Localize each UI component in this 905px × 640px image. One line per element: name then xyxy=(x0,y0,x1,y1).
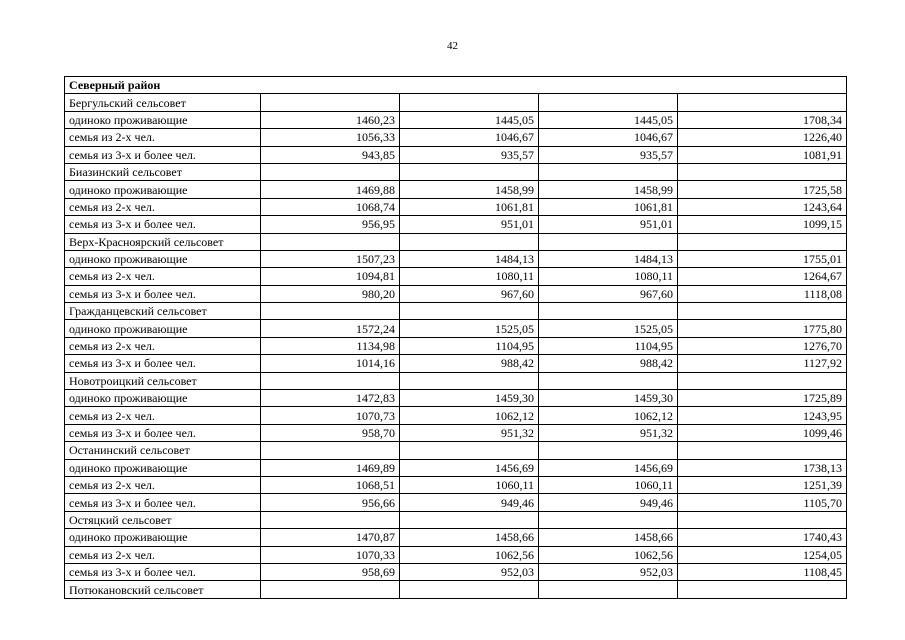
value-cell: 1708,34 xyxy=(678,111,847,128)
value-cell: 1740,43 xyxy=(678,529,847,546)
value-cell: 1108,45 xyxy=(678,563,847,580)
value-cell: 1725,58 xyxy=(678,181,847,198)
value-cell: 1456,69 xyxy=(400,459,539,476)
value-cell: 1060,11 xyxy=(539,476,678,493)
row-label: семья из 3-х и более чел. xyxy=(65,563,261,580)
value-cell: 951,32 xyxy=(539,424,678,441)
value-cell: 1251,39 xyxy=(678,476,847,493)
value-cell: 951,01 xyxy=(539,216,678,233)
value-cell: 956,95 xyxy=(261,216,400,233)
empty-cell xyxy=(539,233,678,250)
empty-cell xyxy=(539,442,678,459)
table-row xyxy=(65,529,847,546)
table-row xyxy=(65,476,847,493)
empty-cell xyxy=(539,581,678,598)
value-cell: 1061,81 xyxy=(400,198,539,215)
row-label: семья из 3-х и более чел. xyxy=(65,146,261,163)
value-cell: 1264,67 xyxy=(678,268,847,285)
value-cell: 1458,66 xyxy=(539,529,678,546)
value-cell: 1254,05 xyxy=(678,546,847,563)
value-cell: 1134,98 xyxy=(261,337,400,354)
value-cell: 1472,83 xyxy=(261,390,400,407)
council-name: Биазинский сельсовет xyxy=(65,163,261,180)
row-label: семья из 2-х чел. xyxy=(65,268,261,285)
value-cell: 1725,89 xyxy=(678,390,847,407)
value-cell: 1062,12 xyxy=(539,407,678,424)
value-cell: 1226,40 xyxy=(678,129,847,146)
value-cell: 1445,05 xyxy=(400,111,539,128)
value-cell: 935,57 xyxy=(400,146,539,163)
value-cell: 952,03 xyxy=(539,563,678,580)
row-label: семья из 2-х чел. xyxy=(65,546,261,563)
table-row xyxy=(65,424,847,441)
value-cell: 1459,30 xyxy=(539,390,678,407)
table-row xyxy=(65,198,847,215)
council-header-row xyxy=(65,442,847,459)
empty-cell xyxy=(678,372,847,389)
value-cell: 1738,13 xyxy=(678,459,847,476)
table-row xyxy=(65,494,847,511)
empty-cell xyxy=(261,511,400,528)
value-cell: 1062,12 xyxy=(400,407,539,424)
value-cell: 1060,11 xyxy=(400,476,539,493)
empty-cell xyxy=(678,163,847,180)
empty-cell xyxy=(678,303,847,320)
value-cell: 1525,05 xyxy=(400,320,539,337)
value-cell: 952,03 xyxy=(400,563,539,580)
table-row xyxy=(65,111,847,128)
row-label: семья из 2-х чел. xyxy=(65,476,261,493)
row-label: семья из 2-х чел. xyxy=(65,198,261,215)
empty-cell xyxy=(400,511,539,528)
row-label: семья из 2-х чел. xyxy=(65,407,261,424)
council-name: Новотроицкий сельсовет xyxy=(65,372,261,389)
empty-cell xyxy=(400,581,539,598)
row-label: семья из 3-х и более чел. xyxy=(65,216,261,233)
value-cell: 1469,89 xyxy=(261,459,400,476)
row-label: одиноко проживающие xyxy=(65,320,261,337)
empty-cell xyxy=(400,94,539,111)
value-cell: 1507,23 xyxy=(261,250,400,267)
table-row xyxy=(65,250,847,267)
value-cell: 1080,11 xyxy=(400,268,539,285)
data-table xyxy=(64,76,847,599)
empty-cell xyxy=(261,303,400,320)
value-cell: 980,20 xyxy=(261,285,400,302)
value-cell: 1484,13 xyxy=(400,250,539,267)
value-cell: 1070,33 xyxy=(261,546,400,563)
empty-cell xyxy=(261,581,400,598)
council-header-row xyxy=(65,511,847,528)
table-row xyxy=(65,320,847,337)
value-cell: 943,85 xyxy=(261,146,400,163)
value-cell: 1068,74 xyxy=(261,198,400,215)
council-header-row xyxy=(65,372,847,389)
value-cell: 1127,92 xyxy=(678,355,847,372)
value-cell: 988,42 xyxy=(539,355,678,372)
value-cell: 988,42 xyxy=(400,355,539,372)
value-cell: 1458,66 xyxy=(400,529,539,546)
value-cell: 1070,73 xyxy=(261,407,400,424)
table-row xyxy=(65,563,847,580)
empty-cell xyxy=(539,163,678,180)
table-row xyxy=(65,390,847,407)
empty-cell xyxy=(261,372,400,389)
value-cell: 1460,23 xyxy=(261,111,400,128)
council-header-row xyxy=(65,94,847,111)
value-cell: 1068,51 xyxy=(261,476,400,493)
table-row xyxy=(65,181,847,198)
value-cell: 1080,11 xyxy=(539,268,678,285)
value-cell: 1243,95 xyxy=(678,407,847,424)
council-name: Потюкановский сельсовет xyxy=(65,581,261,598)
value-cell: 958,69 xyxy=(261,563,400,580)
table-body xyxy=(65,77,847,599)
region-row xyxy=(65,77,847,94)
value-cell: 951,01 xyxy=(400,216,539,233)
value-cell: 1118,08 xyxy=(678,285,847,302)
region-title: Северный район xyxy=(65,77,847,94)
value-cell: 958,70 xyxy=(261,424,400,441)
row-label: семья из 3-х и более чел. xyxy=(65,355,261,372)
empty-cell xyxy=(678,511,847,528)
value-cell: 967,60 xyxy=(539,285,678,302)
empty-cell xyxy=(261,442,400,459)
table-row xyxy=(65,546,847,563)
value-cell: 967,60 xyxy=(400,285,539,302)
value-cell: 1484,13 xyxy=(539,250,678,267)
empty-cell xyxy=(400,233,539,250)
value-cell: 1276,70 xyxy=(678,337,847,354)
council-name: Остяцкий сельсовет xyxy=(65,511,261,528)
empty-cell xyxy=(400,163,539,180)
value-cell: 935,57 xyxy=(539,146,678,163)
empty-cell xyxy=(678,581,847,598)
value-cell: 1056,33 xyxy=(261,129,400,146)
value-cell: 1105,70 xyxy=(678,494,847,511)
empty-cell xyxy=(261,94,400,111)
council-header-row xyxy=(65,581,847,598)
council-header-row xyxy=(65,163,847,180)
empty-cell xyxy=(261,163,400,180)
value-cell: 1046,67 xyxy=(539,129,678,146)
table-row xyxy=(65,216,847,233)
value-cell: 1099,15 xyxy=(678,216,847,233)
council-header-row xyxy=(65,233,847,250)
value-cell: 1061,81 xyxy=(539,198,678,215)
council-header-row xyxy=(65,303,847,320)
value-cell: 1459,30 xyxy=(400,390,539,407)
table-row xyxy=(65,355,847,372)
row-label: семья из 3-х и более чел. xyxy=(65,285,261,302)
value-cell: 949,46 xyxy=(539,494,678,511)
empty-cell xyxy=(400,372,539,389)
empty-cell xyxy=(678,442,847,459)
value-cell: 1572,24 xyxy=(261,320,400,337)
row-label: семья из 2-х чел. xyxy=(65,129,261,146)
row-label: семья из 3-х и более чел. xyxy=(65,494,261,511)
council-name: Верх-Красноярский сельсовет xyxy=(65,233,261,250)
value-cell: 1046,67 xyxy=(400,129,539,146)
value-cell: 1458,99 xyxy=(539,181,678,198)
value-cell: 1458,99 xyxy=(400,181,539,198)
value-cell: 1062,56 xyxy=(400,546,539,563)
council-name: Останинский сельсовет xyxy=(65,442,261,459)
table-row xyxy=(65,268,847,285)
value-cell: 1099,46 xyxy=(678,424,847,441)
value-cell: 1755,01 xyxy=(678,250,847,267)
value-cell: 1062,56 xyxy=(539,546,678,563)
value-cell: 1243,64 xyxy=(678,198,847,215)
value-cell: 1014,16 xyxy=(261,355,400,372)
table-row xyxy=(65,129,847,146)
page-number: 42 xyxy=(447,40,458,52)
empty-cell xyxy=(539,511,678,528)
value-cell: 949,46 xyxy=(400,494,539,511)
row-label: одиноко проживающие xyxy=(65,529,261,546)
row-label: одиноко проживающие xyxy=(65,250,261,267)
table-row xyxy=(65,285,847,302)
value-cell: 1445,05 xyxy=(539,111,678,128)
empty-cell xyxy=(539,303,678,320)
empty-cell xyxy=(678,233,847,250)
row-label: семья из 3-х и более чел. xyxy=(65,424,261,441)
value-cell: 1094,81 xyxy=(261,268,400,285)
empty-cell xyxy=(678,94,847,111)
row-label: семья из 2-х чел. xyxy=(65,337,261,354)
table-row xyxy=(65,146,847,163)
value-cell: 951,32 xyxy=(400,424,539,441)
value-cell: 1104,95 xyxy=(400,337,539,354)
row-label: одиноко проживающие xyxy=(65,111,261,128)
empty-cell xyxy=(261,233,400,250)
table-row xyxy=(65,407,847,424)
value-cell: 1081,91 xyxy=(678,146,847,163)
empty-cell xyxy=(400,303,539,320)
value-cell: 1525,05 xyxy=(539,320,678,337)
table-row xyxy=(65,459,847,476)
row-label: одиноко проживающие xyxy=(65,459,261,476)
empty-cell xyxy=(539,372,678,389)
value-cell: 1456,69 xyxy=(539,459,678,476)
value-cell: 1470,87 xyxy=(261,529,400,546)
empty-cell xyxy=(400,442,539,459)
row-label: одиноко проживающие xyxy=(65,181,261,198)
table-row xyxy=(65,337,847,354)
value-cell: 956,66 xyxy=(261,494,400,511)
value-cell: 1469,88 xyxy=(261,181,400,198)
council-name: Бергульский сельсовет xyxy=(65,94,261,111)
row-label: одиноко проживающие xyxy=(65,390,261,407)
empty-cell xyxy=(539,94,678,111)
council-name: Гражданцевский сельсовет xyxy=(65,303,261,320)
value-cell: 1775,80 xyxy=(678,320,847,337)
value-cell: 1104,95 xyxy=(539,337,678,354)
